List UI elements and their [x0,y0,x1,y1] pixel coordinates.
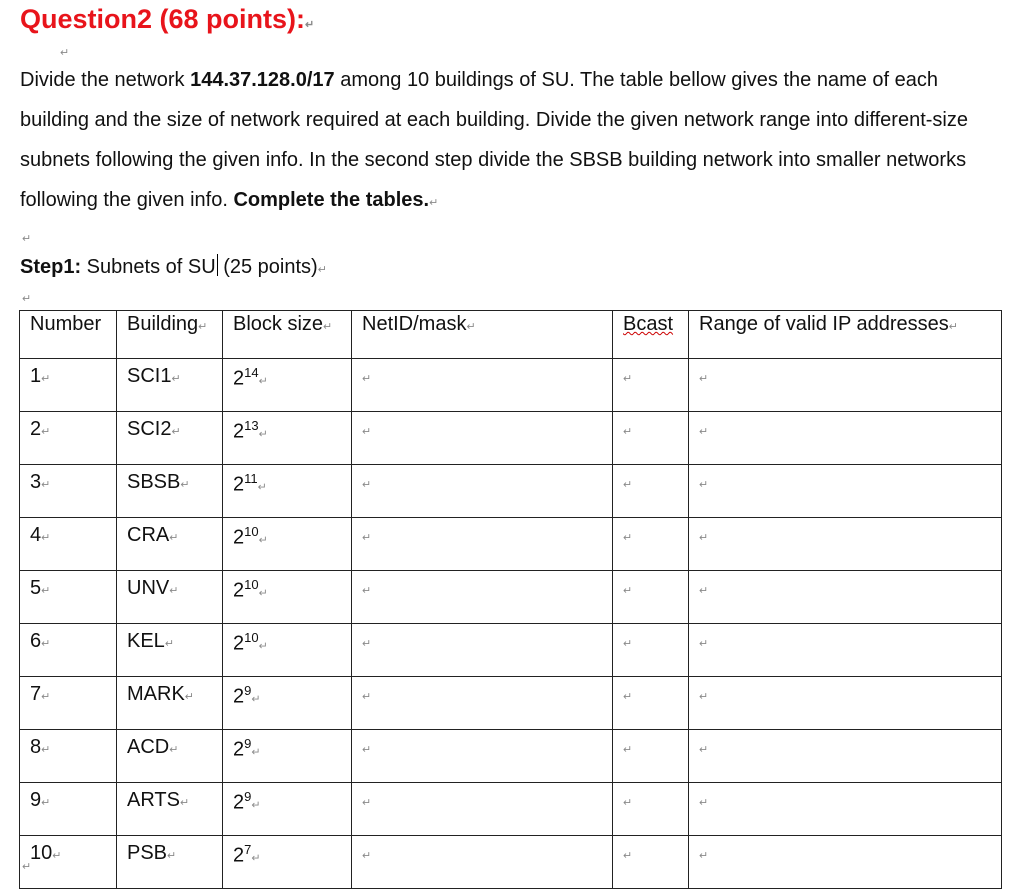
cell-bcast[interactable]: ↵ [613,571,689,624]
cell-number: 4↵ [20,518,117,571]
table-row [20,783,1002,836]
table-row [20,465,1002,518]
question-title: Question2 (68 points):↵ [20,4,315,34]
table-row [20,518,1002,571]
header-building: Building↵ [117,311,223,359]
cell-block-size: $2^9↵$ [223,730,352,783]
cell-range[interactable]: ↵ [689,571,1002,624]
cell-range[interactable]: ↵ [689,677,1002,730]
paragraph-mark-icon: ↵ [22,293,32,305]
cell-number: 6↵ [20,624,117,677]
cell-block-size: $2^{11}↵$ [223,465,352,518]
cell-block-size: $2^9↵$ [223,783,352,836]
cell-building: ARTS↵ [117,783,223,836]
cell-range[interactable]: ↵ [689,412,1002,465]
cell-block-size: $2^{14}↵$ [223,359,352,412]
cell-block-size: $2^7↵$ [223,836,352,889]
cell-netid-mask[interactable]: ↵ [352,677,613,730]
cell-number: 8↵ [20,730,117,783]
table-header-row [20,311,1002,359]
table-row [20,624,1002,677]
cell-netid-mask[interactable]: ↵ [352,624,613,677]
cell-building: SCI1↵ [117,359,223,412]
table-row [20,412,1002,465]
cell-block-size: $2^{10}↵$ [223,624,352,677]
cell-netid-mask[interactable]: ↵ [352,412,613,465]
table-row [20,836,1002,889]
paragraph-mark-icon: ↵ [22,861,32,873]
instruction-bold: Complete the tables. [233,189,430,211]
cell-number: 1↵ [20,359,117,412]
cell-bcast[interactable]: ↵ [613,465,689,518]
cell-range[interactable]: ↵ [689,518,1002,571]
cell-bcast[interactable]: ↵ [613,677,689,730]
table-row [20,677,1002,730]
table-row [20,359,1002,412]
cell-block-size: $2^{10}↵$ [223,518,352,571]
cell-range[interactable]: ↵ [689,730,1002,783]
header-netid-mask: NetID/mask↵ [352,311,613,359]
cell-range[interactable]: ↵ [689,783,1002,836]
cell-range[interactable]: ↵ [689,465,1002,518]
cell-range[interactable]: ↵ [689,836,1002,889]
cell-netid-mask[interactable]: ↵ [352,730,613,783]
paragraph-mark-icon: ↵ [22,233,32,245]
table-row [20,730,1002,783]
cell-netid-mask[interactable]: ↵ [352,571,613,624]
cell-netid-mask[interactable]: ↵ [352,359,613,412]
cell-block-size: $2^{10}↵$ [223,571,352,624]
cell-netid-mask[interactable]: ↵ [352,836,613,889]
cell-number: 9↵ [20,783,117,836]
cell-building: CRA↵ [117,518,223,571]
cell-building: UNV↵ [117,571,223,624]
cell-building: SCI2↵ [117,412,223,465]
subnets-table [19,310,1002,889]
cell-number: 7↵ [20,677,117,730]
cell-building: KEL↵ [117,624,223,677]
header-block-size: Block size↵ [223,311,352,359]
header-bcast: Bcast [613,311,689,359]
header-number: Number [20,311,117,359]
cell-block-size: $2^{13}↵$ [223,412,352,465]
cell-number: 5↵ [20,571,117,624]
cell-block-size: $2^9↵$ [223,677,352,730]
cell-bcast[interactable]: ↵ [613,836,689,889]
cell-bcast[interactable]: ↵ [613,624,689,677]
header-range: Range of valid IP addresses↵ [689,311,1002,359]
cell-range[interactable]: ↵ [689,624,1002,677]
paragraph-mark-icon: ↵ [60,47,70,59]
network-address: 144.37.128.0/17 [190,69,335,91]
cell-building: PSB↵ [117,836,223,889]
cell-netid-mask[interactable]: ↵ [352,465,613,518]
table-row [20,571,1002,624]
paragraph-mark-icon: ↵ [305,19,315,31]
cell-number: 2↵ [20,412,117,465]
question-paragraph: Divide the network 144.37.128.0/17 among 10 buildings of SU. The table bellow gives the name of each building and the size of network required at each building. Divide the given network range into different-size subnets following the given info. In the second step divide the SBSB building network into smaller networks following the given info. Complete the tables.↵ [20,69,968,211]
cell-building: SBSB↵ [117,465,223,518]
cell-number: 10↵ [20,836,117,889]
cell-range[interactable]: ↵ [689,359,1002,412]
cell-bcast[interactable]: ↵ [613,412,689,465]
cell-netid-mask[interactable]: ↵ [352,518,613,571]
cell-bcast[interactable]: ↵ [613,359,689,412]
cell-bcast[interactable]: ↵ [613,518,689,571]
cell-bcast[interactable]: ↵ [613,783,689,836]
step-heading: Step1: Subnets of SU (25 points)↵ [20,256,327,278]
cell-bcast[interactable]: ↵ [613,730,689,783]
cell-building: MARK↵ [117,677,223,730]
cell-number: 3↵ [20,465,117,518]
cell-netid-mask[interactable]: ↵ [352,783,613,836]
cell-building: ACD↵ [117,730,223,783]
